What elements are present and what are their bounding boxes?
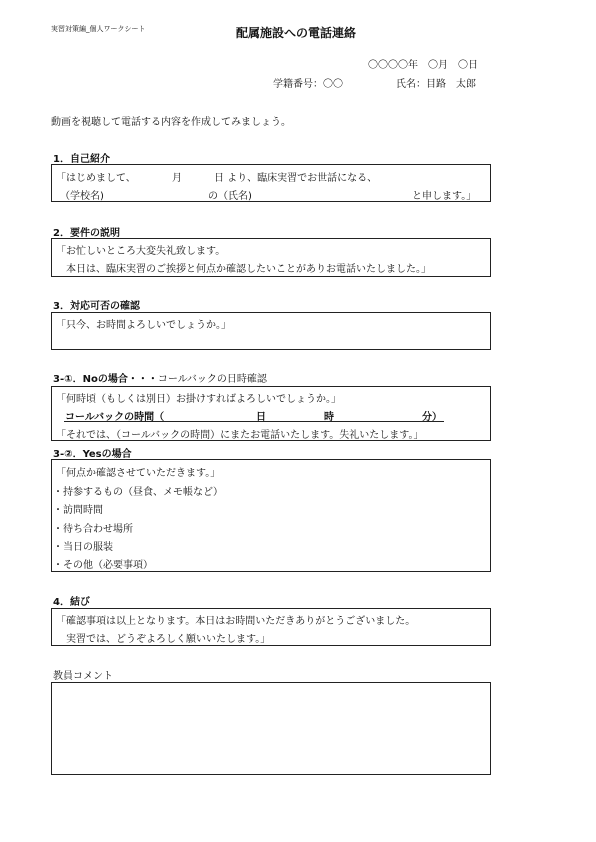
section-1-box xyxy=(51,164,491,202)
list-item: ・持参するもの（昼食、メモ帳など） xyxy=(53,487,223,498)
section-2-heading: 2．要件の説明 xyxy=(53,228,120,239)
list-item: ・訪問時間 xyxy=(53,505,103,516)
s2-line2: 本日は、臨床実習のご挨拶と何点か確認したいことがありお電話いたしました。」 xyxy=(56,264,431,275)
s2-line1: 「お忙しいところ大変失礼致します。 xyxy=(56,246,226,257)
callback-minute: 分） xyxy=(422,412,442,423)
s3-1-heading-bold: 3-①．Noの場合・・・ xyxy=(53,374,158,385)
s3-1-line1: 「何時頃（もしくは別日）お掛けすればよろしいでしょうか。」 xyxy=(56,394,341,405)
s3-line1: 「只今、お時間よろしいでしょうか。」 xyxy=(56,320,231,331)
s1-line1-a: 「はじめまして、 xyxy=(56,173,136,184)
section-3-2-heading: 3-②．Yesの場合 xyxy=(53,449,132,460)
comment-label: 教員コメント xyxy=(53,671,113,682)
callback-label: コールバックの時間（ xyxy=(65,412,165,423)
section-2-box xyxy=(51,238,491,277)
s4-line1: 「確認事項は以上となります。本日はお時間いただきありがとうございました。 xyxy=(56,616,416,627)
s1-line1-b: 月 xyxy=(172,173,182,184)
student-id: 学籍番号：〇〇 xyxy=(273,79,343,90)
list-item: ・当日の服装 xyxy=(53,542,113,553)
s3-2-line1: 「何点か確認させていただきます。」 xyxy=(56,468,221,479)
list-item: ・その他（必要事項） xyxy=(53,560,153,571)
student-name: 氏名：目路 太郎 xyxy=(396,79,476,90)
callback-hour: 時 xyxy=(324,412,334,423)
s1-line2-a: （学校名) xyxy=(60,191,104,202)
section-4-box xyxy=(51,608,491,646)
callback-underline xyxy=(64,421,444,422)
section-3-box xyxy=(51,312,491,350)
callback-day: 日 xyxy=(256,412,266,423)
section-3-1-heading xyxy=(53,370,267,385)
section-1-heading: 1．自己紹介 xyxy=(53,154,110,165)
date-line: 〇〇〇〇年 〇月 〇日 xyxy=(368,60,478,71)
s3-1-heading-normal: コールバックの日時確認 xyxy=(157,374,267,385)
page-title: 配属施設への電話連絡 xyxy=(236,26,357,40)
intro-text: 動画を視聴して電話する内容を作成してみましょう。 xyxy=(51,117,291,128)
comment-box[interactable] xyxy=(51,682,491,775)
s1-line1-c: 日 より、臨床実習でお世話になる、 xyxy=(214,173,378,184)
section-3-heading: 3．対応可否の確認 xyxy=(53,301,140,312)
list-item: ・待ち合わせ場所 xyxy=(53,524,133,535)
s1-line2-c: と申します。」 xyxy=(412,191,477,202)
s3-1-line3: 「それでは、（コールバックの時間）にまたお電話いたします。失礼いたします。」 xyxy=(56,430,424,441)
s1-line2-b: の（氏名) xyxy=(208,191,252,202)
section-3-2-box xyxy=(51,459,491,572)
document-tag: 実習対策編_個人ワークシート xyxy=(51,25,146,33)
section-3-1-box xyxy=(51,386,491,441)
s4-line2: 実習では、どうぞよろしく願いいたします。」 xyxy=(56,634,271,645)
section-4-heading: 4．結び xyxy=(53,597,90,608)
